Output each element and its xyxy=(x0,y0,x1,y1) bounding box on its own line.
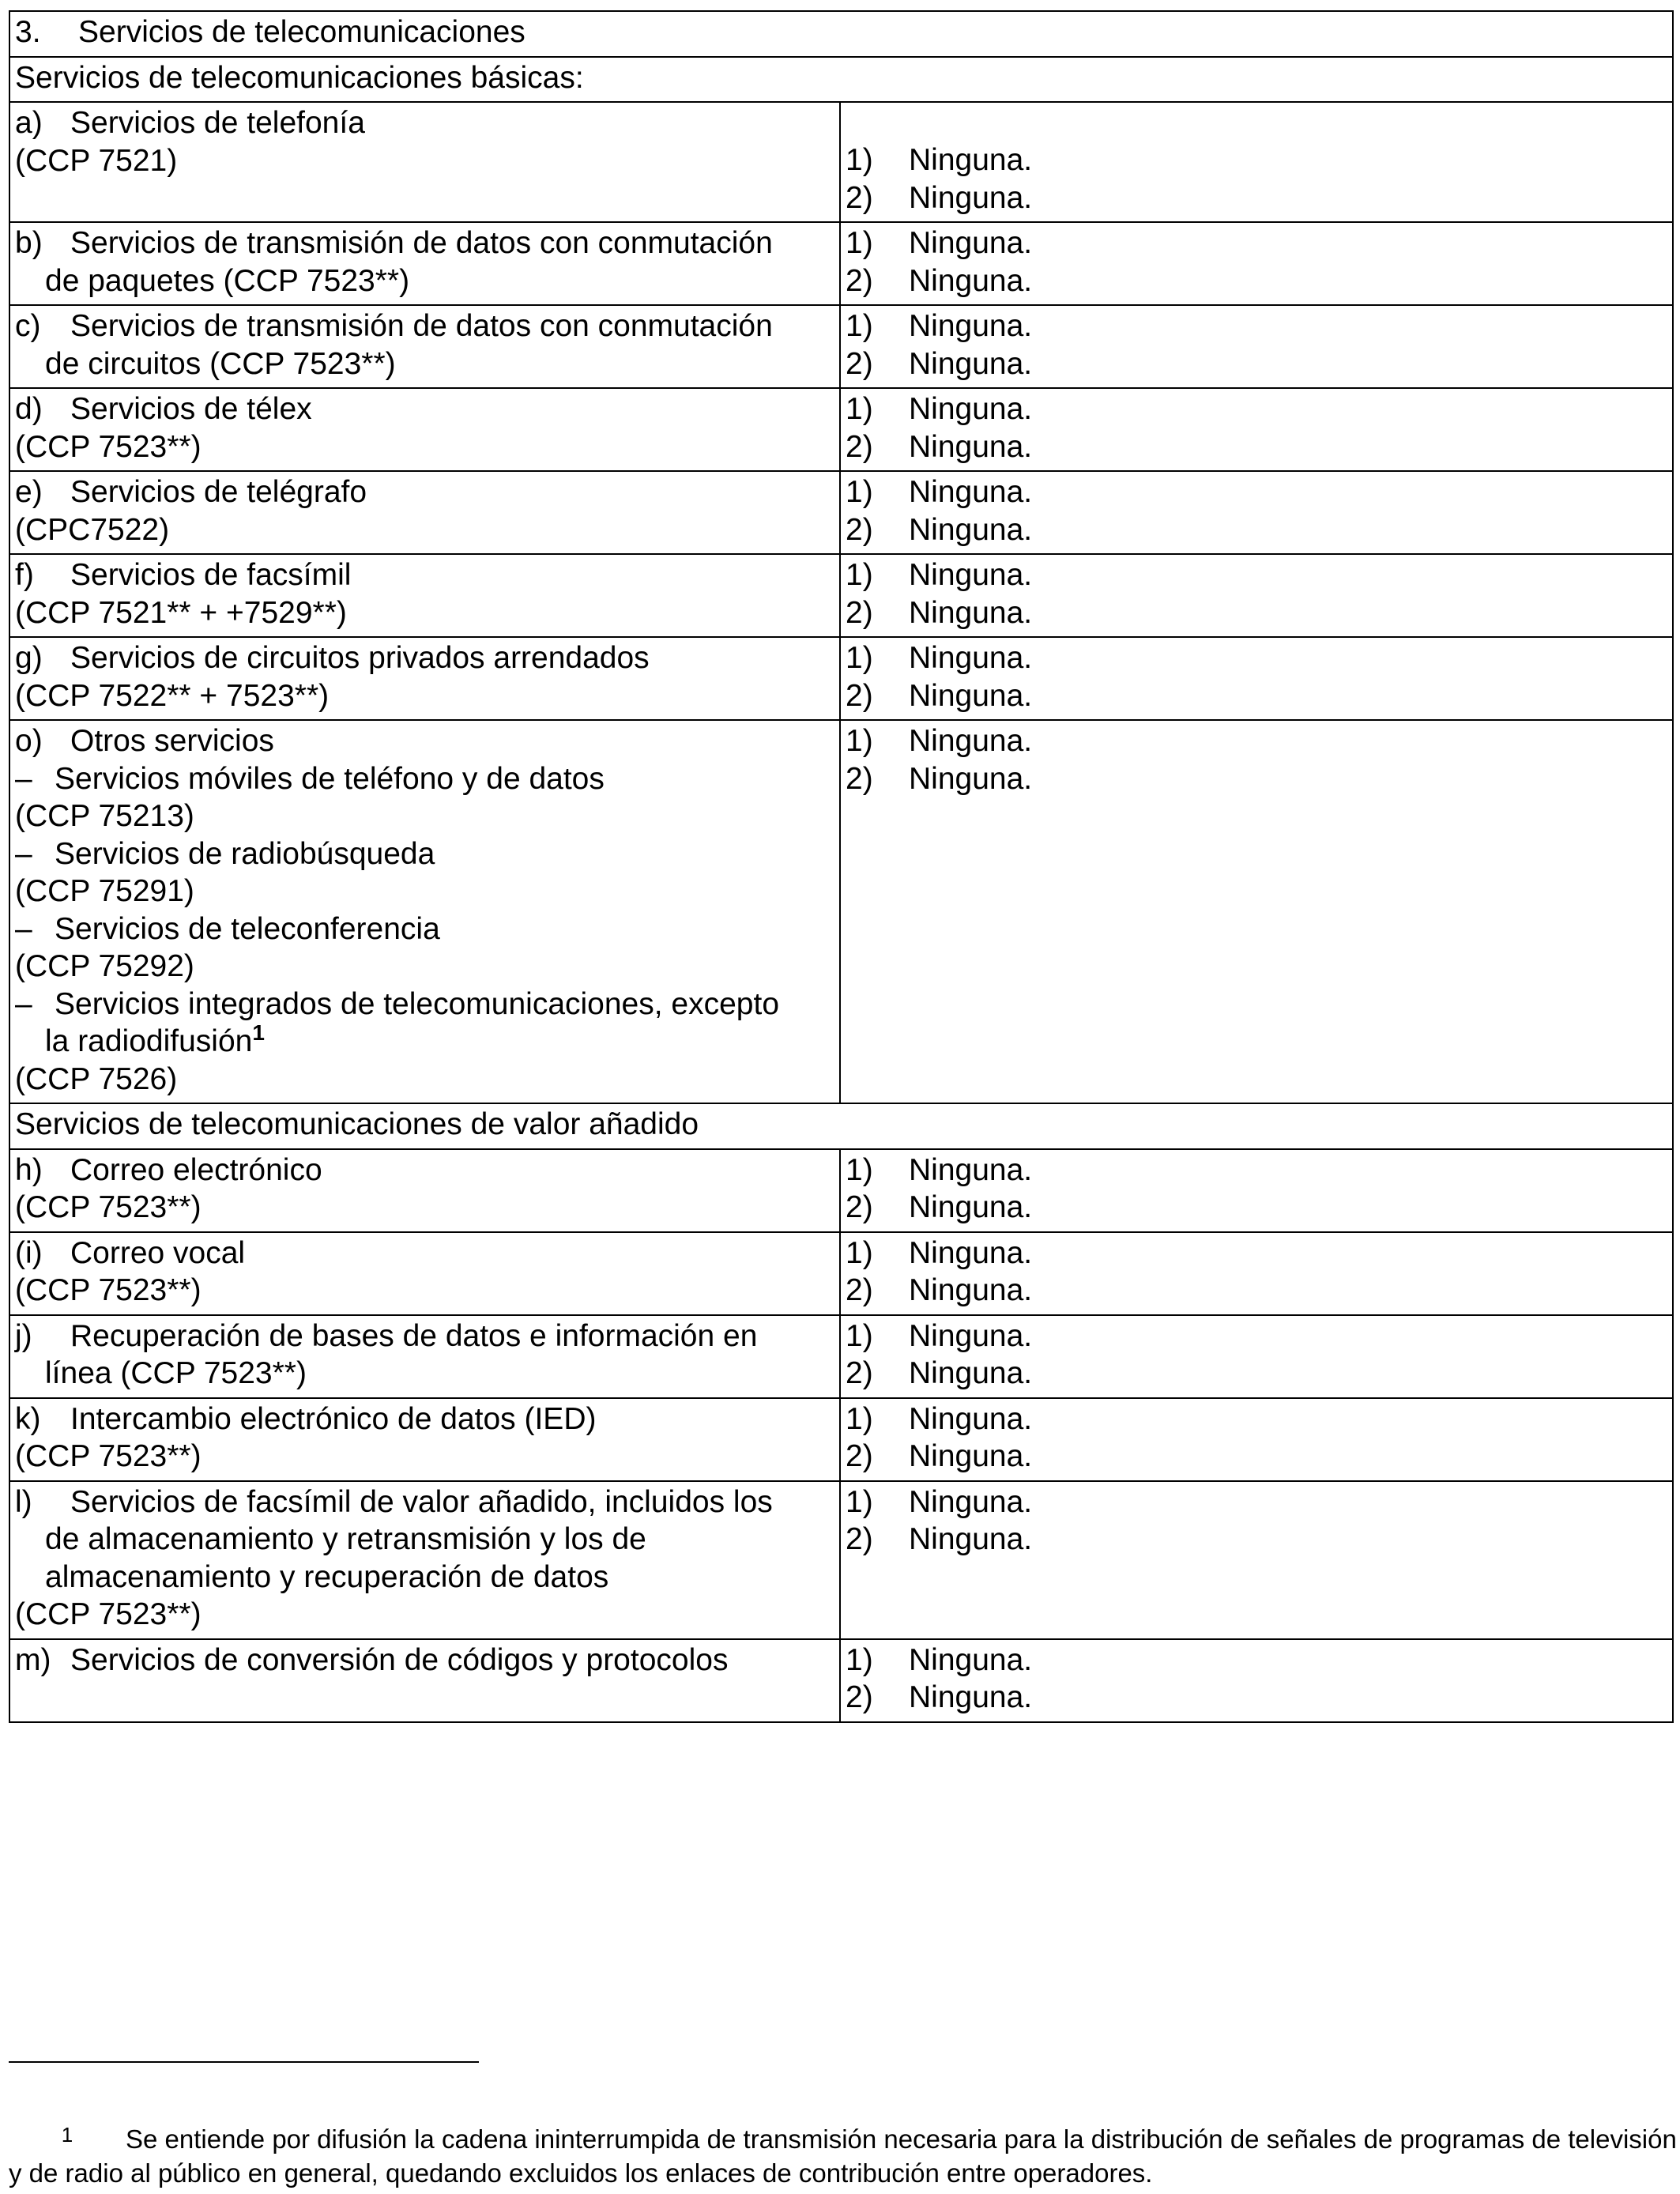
limitation-line xyxy=(846,677,1667,715)
limitation-line xyxy=(846,345,1667,383)
mode-number: 1) xyxy=(846,724,873,758)
limitation-line xyxy=(846,262,1667,300)
limitation-text: Ninguna. xyxy=(909,512,1033,547)
service-line xyxy=(15,1020,834,1061)
service-description-cell xyxy=(9,720,840,1103)
service-description-cell xyxy=(9,305,840,388)
limitation-text: Ninguna. xyxy=(909,1356,1033,1390)
service-line xyxy=(15,677,834,715)
mode-number: 2) xyxy=(846,1190,873,1224)
service-row xyxy=(9,1315,1673,1398)
service-line xyxy=(15,760,834,798)
section-number: 3. xyxy=(15,15,41,49)
limitation-line xyxy=(846,511,1667,549)
service-text: Servicios de teleconferencia xyxy=(55,911,440,946)
limitation-line xyxy=(846,428,1667,466)
service-description-cell xyxy=(9,222,840,305)
service-text: Servicios de transmisión de datos con conmutación xyxy=(70,309,773,343)
service-line xyxy=(15,797,834,835)
service-text: Otros servicios xyxy=(70,724,274,758)
service-row xyxy=(9,305,1673,388)
limitation-line xyxy=(846,473,1667,511)
service-line xyxy=(15,1272,834,1310)
service-text: (CCP 7523**) xyxy=(15,429,202,464)
footnote-line-1: Se entiende por difusión la cadena ininterrumpida de transmisión necesaria para la distribución de señales de programas de televisión xyxy=(126,2124,1677,2154)
service-text: Servicios móviles de teléfono y de datos xyxy=(55,761,605,796)
limitation-text: Ninguna. xyxy=(909,1235,1033,1270)
service-text: Servicios de facsímil xyxy=(70,558,352,592)
service-line xyxy=(15,1642,834,1679)
service-text: (CCP 7523**) xyxy=(15,1273,202,1307)
service-item-label: b) xyxy=(15,226,43,260)
limitation-line xyxy=(846,722,1667,760)
service-line xyxy=(15,835,834,873)
mode-number: 1) xyxy=(846,1484,873,1519)
mode-number: 1) xyxy=(846,1318,873,1353)
vas-header-row xyxy=(9,1103,1673,1149)
limitation-text: Ninguna. xyxy=(909,1273,1033,1307)
limitation-line xyxy=(846,1679,1667,1717)
limitation-text: Ninguna. xyxy=(909,678,1033,713)
mode-number: 2) xyxy=(846,512,873,547)
mode-number: 2) xyxy=(846,1522,873,1556)
service-item-label: g) xyxy=(15,641,43,675)
footnote xyxy=(9,2118,1677,2190)
limitation-line xyxy=(846,639,1667,677)
service-line xyxy=(15,1400,834,1438)
limitation-line xyxy=(846,1272,1667,1310)
service-line xyxy=(15,428,834,466)
limitations-cell xyxy=(840,1398,1673,1481)
service-row xyxy=(9,554,1673,637)
limitation-line xyxy=(846,141,1667,179)
commitments-table xyxy=(9,10,1674,1723)
mode-number: 1) xyxy=(846,226,873,260)
limitations-cell xyxy=(840,1149,1673,1232)
service-text: Servicios de circuitos privados arrendados xyxy=(70,641,650,675)
service-line xyxy=(15,986,834,1023)
limitation-text: Ninguna. xyxy=(909,1642,1033,1677)
limitations-cell xyxy=(840,1639,1673,1722)
service-text: Servicios de telégrafo xyxy=(70,475,367,509)
service-row xyxy=(9,388,1673,471)
service-line xyxy=(15,594,834,632)
service-line xyxy=(15,511,834,549)
limitation-line xyxy=(846,1189,1667,1227)
service-line xyxy=(15,1235,834,1272)
mode-number: 1) xyxy=(846,392,873,426)
service-line xyxy=(15,556,834,594)
service-text: (CCP 7523**) xyxy=(15,1190,202,1224)
limitation-line xyxy=(846,556,1667,594)
limitation-text: Ninguna. xyxy=(909,392,1033,426)
mode-number: 2) xyxy=(846,429,873,464)
service-line xyxy=(15,104,834,142)
mode-number: 2) xyxy=(846,1439,873,1473)
limitation-line xyxy=(846,307,1667,345)
service-description-cell xyxy=(9,102,840,222)
service-description-cell xyxy=(9,637,840,720)
limitation-line xyxy=(846,1235,1667,1272)
service-text: Servicios de facsímil de valor añadido, incluidos los xyxy=(70,1484,773,1519)
service-item-label: a) xyxy=(15,106,43,140)
service-text: almacenamiento y recuperación de datos xyxy=(45,1559,609,1594)
service-text: (CCP 75291) xyxy=(15,874,194,908)
limitation-text: Ninguna. xyxy=(909,1439,1033,1473)
service-text: Servicios de télex xyxy=(70,392,312,426)
footnote-separator xyxy=(9,2061,479,2063)
service-text: de paquetes (CCP 7523**) xyxy=(45,263,410,298)
mode-number: 1) xyxy=(846,475,873,509)
service-description-cell xyxy=(9,471,840,554)
limitation-text: Ninguna. xyxy=(909,143,1033,177)
service-line xyxy=(15,473,834,511)
service-text: de almacenamiento y retransmisión y los de xyxy=(45,1522,646,1556)
mode-number: 1) xyxy=(846,1235,873,1270)
mode-number: 2) xyxy=(846,1680,873,1714)
limitation-line xyxy=(846,1642,1667,1679)
service-text: (CCP 7523**) xyxy=(15,1597,202,1631)
limitation-text: Ninguna. xyxy=(909,475,1033,509)
service-row xyxy=(9,1232,1673,1315)
service-line xyxy=(15,948,834,986)
mode-number: 2) xyxy=(846,761,873,796)
limitation-text: Ninguna. xyxy=(909,429,1033,464)
service-item-label: j) xyxy=(15,1318,32,1353)
section-title-cell xyxy=(9,11,1673,57)
limitations-cell xyxy=(840,102,1673,222)
service-row xyxy=(9,222,1673,305)
service-line xyxy=(15,1318,834,1355)
limitation-text: Ninguna. xyxy=(909,1318,1033,1353)
service-line xyxy=(15,390,834,428)
limitations-cell xyxy=(840,1481,1673,1639)
vas-header-cell: Servicios de telecomunicaciones de valor añadido xyxy=(9,1103,1673,1149)
limitation-text: Ninguna. xyxy=(909,180,1033,215)
limitations-cell xyxy=(840,554,1673,637)
service-description-cell xyxy=(9,554,840,637)
service-description-cell xyxy=(9,388,840,471)
service-line xyxy=(15,224,834,262)
section-title xyxy=(15,13,1667,51)
service-line xyxy=(15,1483,834,1521)
service-text: Servicios de radiobúsqueda xyxy=(55,836,435,871)
limitation-line xyxy=(846,594,1667,632)
limitation-text: Ninguna. xyxy=(909,1484,1033,1519)
limitation-line xyxy=(846,1400,1667,1438)
service-text: Correo vocal xyxy=(70,1235,246,1270)
service-item-label: d) xyxy=(15,392,43,426)
service-line xyxy=(15,1355,834,1393)
service-line xyxy=(15,1061,834,1099)
limitation-text: Ninguna. xyxy=(909,309,1033,343)
mode-number: 1) xyxy=(846,1642,873,1677)
limitation-line xyxy=(846,224,1667,262)
limitation-text: Ninguna. xyxy=(909,761,1033,796)
limitation-line xyxy=(846,760,1667,798)
service-description-cell xyxy=(9,1315,840,1398)
service-item-label: l) xyxy=(15,1484,32,1519)
service-item-label: h) xyxy=(15,1152,43,1187)
service-text: (CCP 7526) xyxy=(15,1061,178,1096)
mode-number: 1) xyxy=(846,1152,873,1187)
service-line xyxy=(15,262,834,300)
service-item-label: (i) xyxy=(15,1235,43,1270)
service-line xyxy=(15,910,834,948)
dash-bullet: – xyxy=(15,911,32,946)
service-line xyxy=(15,1521,834,1559)
service-line xyxy=(15,345,834,383)
service-text: Correo electrónico xyxy=(70,1152,322,1187)
limitation-line xyxy=(846,390,1667,428)
limitations-cell xyxy=(840,1232,1673,1315)
service-text: línea (CCP 7523**) xyxy=(45,1356,307,1390)
limitation-text: Ninguna. xyxy=(909,641,1033,675)
service-item-label: k) xyxy=(15,1401,41,1436)
service-text: de circuitos (CCP 7523**) xyxy=(45,346,396,381)
service-text: Servicios de conversión de códigos y protocolos xyxy=(70,1642,729,1677)
footnote-mark: 1 xyxy=(61,2123,73,2147)
limitation-text: Ninguna. xyxy=(909,595,1033,630)
service-text: Servicios de transmisión de datos con conmutación xyxy=(70,226,773,260)
limitation-text: Ninguna. xyxy=(909,1190,1033,1224)
dash-bullet: – xyxy=(15,761,32,796)
mode-number: 2) xyxy=(846,595,873,630)
limitations-cell xyxy=(840,305,1673,388)
service-line xyxy=(15,1189,834,1227)
service-description-cell xyxy=(9,1398,840,1481)
limitation-text: Ninguna. xyxy=(909,226,1033,260)
limitation-text: Ninguna. xyxy=(909,1680,1033,1714)
limitations-cell xyxy=(840,388,1673,471)
limitation-text: Ninguna. xyxy=(909,1522,1033,1556)
service-description-cell xyxy=(9,1149,840,1232)
service-item-label: o) xyxy=(15,724,43,758)
service-item-label: e) xyxy=(15,475,43,509)
basic-header-row xyxy=(9,57,1673,103)
commitments-table-body xyxy=(9,11,1673,1722)
service-row xyxy=(9,1398,1673,1481)
limitation-text: Ninguna. xyxy=(909,1152,1033,1187)
service-line xyxy=(15,873,834,910)
limitations-cell xyxy=(840,222,1673,305)
limitations-cell xyxy=(840,1315,1673,1398)
mode-number: 2) xyxy=(846,180,873,215)
mode-number: 2) xyxy=(846,678,873,713)
limitations-cell xyxy=(840,720,1673,1103)
service-item-label: m) xyxy=(15,1642,51,1677)
service-row xyxy=(9,637,1673,720)
service-item-label: c) xyxy=(15,309,41,343)
section-title-row xyxy=(9,11,1673,57)
mode-number: 1) xyxy=(846,143,873,177)
limitation-text: Ninguna. xyxy=(909,1401,1033,1436)
mode-number: 1) xyxy=(846,309,873,343)
limitation-line xyxy=(846,1318,1667,1355)
mode-number: 2) xyxy=(846,263,873,298)
mode-number: 1) xyxy=(846,1401,873,1436)
limitation-line xyxy=(846,179,1667,217)
service-text: (CCP 7522** + 7523**) xyxy=(15,678,330,713)
service-row xyxy=(9,102,1673,222)
service-row xyxy=(9,1481,1673,1639)
service-line xyxy=(15,307,834,345)
service-item-label: f) xyxy=(15,558,34,592)
basic-header-cell: Servicios de telecomunicaciones básicas: xyxy=(9,57,1673,103)
section-title-text: Servicios de telecomunicaciones xyxy=(78,15,525,49)
service-text: la radiodifusión xyxy=(45,1024,253,1058)
service-text: (CCP 7523**) xyxy=(15,1439,202,1473)
service-text: (CCP 7521** + +7529**) xyxy=(15,595,347,630)
service-text: Servicios integrados de telecomunicaciones, excepto xyxy=(55,986,780,1021)
limitations-cell xyxy=(840,637,1673,720)
limitation-line xyxy=(846,1483,1667,1521)
service-text: (CPC7522) xyxy=(15,512,170,547)
service-text: (CCP 7521) xyxy=(15,143,178,178)
limitation-line xyxy=(846,1521,1667,1559)
service-row xyxy=(9,471,1673,554)
service-line xyxy=(15,1438,834,1476)
service-line xyxy=(15,639,834,677)
service-text: Recuperación de bases de datos e información en xyxy=(70,1318,758,1353)
mode-number: 1) xyxy=(846,558,873,592)
mode-number: 1) xyxy=(846,641,873,675)
service-line xyxy=(15,1596,834,1634)
service-description-cell xyxy=(9,1232,840,1315)
service-line xyxy=(15,142,834,180)
service-line xyxy=(15,1559,834,1596)
limitation-text: Ninguna. xyxy=(909,558,1033,592)
limitation-line xyxy=(846,1152,1667,1189)
service-text: (CCP 75292) xyxy=(15,949,194,983)
limitation-text: Ninguna. xyxy=(909,263,1033,298)
service-text: Servicios de telefonía xyxy=(70,106,365,140)
dash-bullet: – xyxy=(15,986,32,1021)
service-line xyxy=(15,1152,834,1189)
service-row xyxy=(9,1149,1673,1232)
footnote-reference: 1 xyxy=(252,1020,265,1045)
service-row xyxy=(9,1639,1673,1722)
service-description-cell xyxy=(9,1481,840,1639)
mode-number: 2) xyxy=(846,1273,873,1307)
footnote-line-2: y de radio al público en general, quedando excluidos los enlaces de contribución entre operadores. xyxy=(9,2158,1153,2188)
limitation-line xyxy=(846,1355,1667,1393)
service-text: Intercambio electrónico de datos (IED) xyxy=(70,1401,597,1436)
limitation-line xyxy=(846,1438,1667,1476)
service-line xyxy=(15,722,834,760)
mode-number: 2) xyxy=(846,346,873,381)
limitations-cell xyxy=(840,471,1673,554)
service-row xyxy=(9,720,1673,1103)
limitation-text: Ninguna. xyxy=(909,346,1033,381)
mode-number: 2) xyxy=(846,1356,873,1390)
limitation-text: Ninguna. xyxy=(909,724,1033,758)
service-text: (CCP 75213) xyxy=(15,799,194,833)
service-description-cell xyxy=(9,1639,840,1722)
dash-bullet: – xyxy=(15,836,32,871)
